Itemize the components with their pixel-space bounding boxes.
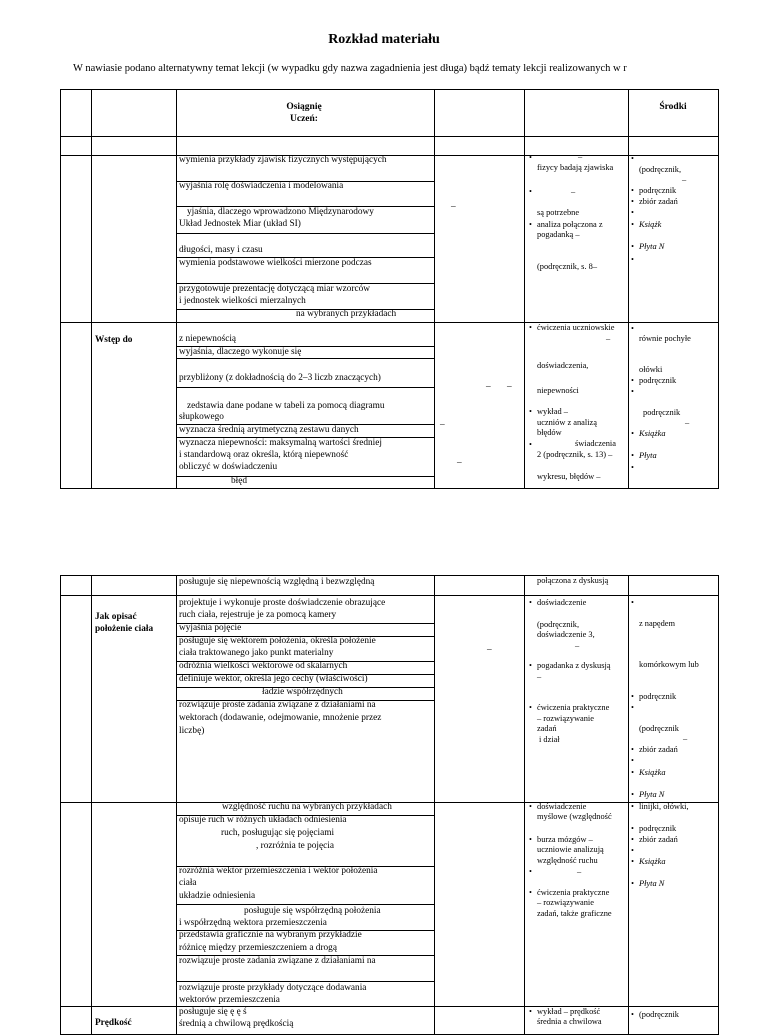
achievement-item: odróżnia wielkości wektorowe od skalarnych: [179, 661, 348, 671]
achievement-item: wektorów przemieszczenia: [179, 995, 280, 1005]
method-item: są potrzebne: [537, 208, 580, 217]
achievement-item: różnicę między przemieszczeniem a drogą: [179, 943, 337, 953]
achievement-item: liczbę): [179, 726, 205, 736]
achievement-item: rozwiązuje proste zadania związane z działaniami na: [179, 700, 376, 710]
resource-item: (podręcznik,: [639, 165, 682, 174]
resource-item: [631, 387, 639, 397]
achievement-item: ruch, posługując się pojęciami: [221, 828, 335, 838]
achievement-item: średnią a chwilową prędkością: [179, 1019, 294, 1029]
method-item: [529, 187, 537, 197]
achievement-item: rozwiązuje proste zadania związane z działaniami na: [179, 956, 376, 966]
method-item: świadczenia: [575, 439, 616, 448]
method-item: – rozwiązywanie: [537, 714, 594, 723]
resource-item: •zbiór zadań: [631, 835, 678, 845]
resource-item: [631, 703, 639, 713]
resource-item: [631, 154, 639, 164]
achievement-item: wymienia podstawowe wielkości mierzone podczas: [179, 258, 372, 268]
resource-item: ołówki: [639, 365, 663, 374]
method-item: •wykład – prędkość: [529, 1007, 600, 1017]
resource-item: [631, 255, 639, 265]
achievement-item: słupkowego: [179, 412, 224, 422]
method-item: uczniowie analizują: [537, 845, 604, 854]
achievement-item: układzie odniesienia: [179, 891, 256, 901]
resource-item: •Książk: [631, 220, 661, 230]
resource-item: [631, 463, 639, 473]
resource-item: •Płyta N: [631, 879, 664, 889]
achievement-item: , rozróżnia te pojęcia: [256, 841, 334, 851]
topic-label: Prędkość: [95, 1018, 132, 1028]
achievement-item: wyznacza niepewności: maksymalną wartości średniej: [179, 438, 382, 448]
achievement-item: z niepewnością: [179, 334, 237, 344]
method-item: uczniów z analizą: [537, 418, 597, 427]
method-item: 2 (podręcznik, s. 13) –: [537, 450, 613, 459]
achievement-item: wektorach (dodawanie, odejmowanie, mnożenie przez: [179, 713, 382, 723]
method-item: myślowe (względność: [537, 812, 612, 821]
method-item: •burza mózgów –: [529, 835, 593, 845]
resource-item: •Płyta N: [631, 790, 664, 800]
method-item: –: [606, 334, 611, 343]
method-item: pogadanką –: [537, 230, 580, 239]
method-item: błędów: [537, 428, 562, 437]
method-item: •ćwiczenia uczniowskie: [529, 323, 614, 333]
resource-item: [631, 756, 639, 766]
resource-item: –: [683, 734, 688, 743]
method-item: [529, 153, 537, 163]
achievement-item: przedstawia graficznie na wybranym przykładzie: [179, 930, 362, 940]
achievement-item: wyjaśnia pojęcie: [179, 623, 242, 633]
achievement-item: na wybranych przykładach: [296, 309, 397, 319]
achievement-item: rozwiązuje proste przykłady dotyczące dodawania: [179, 983, 367, 993]
method-item: •pogadanka z dyskusją: [529, 661, 611, 671]
resource-item: •Książka: [631, 429, 666, 439]
resource-item: –: [685, 418, 690, 427]
method-item: –: [577, 867, 582, 876]
resource-item: [631, 598, 639, 608]
method-item: (podręcznik, s. 8–: [537, 262, 598, 271]
dash: –: [451, 202, 456, 212]
topic-label: Jak opisać: [95, 612, 137, 622]
resource-item: [631, 324, 639, 334]
dash: –: [487, 645, 492, 655]
method-item: względność ruchu: [537, 856, 598, 865]
resource-item: •podręcznik: [631, 186, 676, 196]
resource-item: •Płyta: [631, 451, 657, 461]
method-item: •ćwiczenia praktyczne: [529, 703, 609, 713]
resource-item: •linijki, ołówki,: [631, 802, 689, 812]
document-title: Rozkład materiału: [328, 32, 440, 47]
achievement-item: wyjaśnia, dlaczego wykonuje się: [179, 347, 302, 357]
method-item: zadań, także graficzne: [537, 909, 612, 918]
method-item: •analiza połączona z: [529, 220, 603, 230]
resource-item: podręcznik: [643, 408, 681, 417]
method-item: •wykład –: [529, 407, 568, 417]
method-item: •ćwiczenia praktyczne: [529, 888, 609, 898]
achievement-item: definiuje wektor, określa jego cechy (właściwości): [179, 674, 368, 684]
method-item: –: [571, 187, 576, 196]
resource-item: [631, 846, 639, 856]
achievement-item: i współrzędną wektora przemieszczenia: [179, 918, 327, 928]
achievement-item: i standardową oraz określa, którą niepewność: [179, 450, 349, 460]
method-item: [529, 867, 537, 877]
resource-item: •zbiór zadań: [631, 197, 678, 207]
method-item: doświadczenia,: [537, 361, 589, 370]
method-item: średnia a chwilowa: [537, 1017, 602, 1026]
method-item: niepewności: [537, 386, 579, 395]
method-item: –: [537, 672, 542, 681]
method-item: •doświadczenie: [529, 802, 586, 812]
header-achievements: Osiągnię Uczeń:: [286, 102, 322, 124]
achievement-item: wymienia przykłady zjawisk fizycznych występujących: [179, 155, 387, 165]
achievement-item: zedstawia dane podane w tabeli za pomocą diagramu: [187, 401, 385, 411]
achievement-item: Układ Jednostek Miar (układ SI): [179, 219, 301, 229]
achievement-item: względność ruchu na wybranych przykładach: [222, 802, 392, 812]
topic-label: Wstęp do: [95, 335, 133, 345]
achievement-item: wyznacza średnią arytmetyczną zestawu danych: [179, 425, 359, 435]
achievement-item: yjaśnia, dlaczego wprowadzono Międzynarodowy: [187, 207, 374, 217]
method-item: połączona z dyskusją: [537, 576, 609, 585]
achievement-item: projektuje i wykonuje proste doświadczenie obrazujące: [179, 598, 386, 608]
syllabus-table-1: [60, 89, 719, 489]
achievement-item: posługuje się współrzędną położenia: [244, 906, 381, 916]
achievement-item: opisuje ruch w różnych układach odniesienia: [179, 815, 347, 825]
resource-item: komórkowym lub: [639, 660, 699, 669]
method-item: zadań: [537, 724, 557, 733]
resource-item: [631, 208, 639, 218]
resource-item: •(podręcznik: [631, 1010, 679, 1020]
resource-item: •podręcznik: [631, 376, 676, 386]
dash: –: [486, 382, 491, 392]
resource-item: z napędem: [639, 619, 676, 628]
achievement-item: wyjaśnia rolę doświadczenia i modelowania: [179, 181, 344, 191]
achievement-item: przybliżony (z dokładnością do 2–3 liczb znaczących): [179, 373, 381, 383]
resource-item: •Płyta N: [631, 242, 664, 252]
method-item: i dział: [539, 735, 560, 744]
method-item: (podręcznik,: [537, 620, 580, 629]
achievement-item: błęd: [231, 476, 248, 486]
achievement-item: ruch ciała, rejestruje je za pomocą kamery: [179, 610, 337, 620]
intro-text: W nawiasie podano alternatywny temat lekcji (w wypadku gdy nazwa zagadnienia jest długa) bądź tematy lekcji realizowanych w r: [73, 63, 627, 74]
resource-item: •podręcznik: [631, 692, 676, 702]
resource-item: •Książka: [631, 768, 666, 778]
dash: –: [440, 420, 445, 430]
method-item: –: [575, 641, 580, 650]
topic-label: położenie ciała: [95, 624, 154, 634]
achievement-item: rozróżnia wektor przemieszczenia i wektor położenia: [179, 866, 378, 876]
achievement-item: ciała: [179, 878, 197, 888]
resource-item: •Książka: [631, 857, 666, 867]
resource-item: •podręcznik: [631, 824, 676, 834]
dash: –: [457, 458, 462, 468]
resource-item: (podręcznik: [639, 724, 679, 733]
method-item: wykresu, błędów –: [537, 472, 601, 481]
method-item: fizycy badają zjawiska: [537, 163, 614, 172]
achievement-item: ciała traktowanego jako punkt materialny: [179, 648, 334, 658]
dash: –: [507, 382, 512, 392]
achievement-item: i jednostek wielkości mierzalnych: [179, 296, 306, 306]
method-item: doświadczenie 3,: [537, 630, 595, 639]
header-resources: Środki: [659, 102, 687, 112]
achievement-item: posługuje się wektorem położenia, określa położenie: [179, 636, 376, 646]
resource-item: równie pochyłe: [639, 334, 691, 343]
achievement-item: długości, masy i czasu: [179, 245, 263, 255]
method-item: –: [578, 152, 583, 161]
method-item: •doświadczenie: [529, 598, 586, 608]
resource-item: –: [682, 175, 687, 184]
achievement-item: ładzie współrzędnych: [262, 687, 343, 697]
achievement-item: przygotowuje prezentację dotyczącą miar wzorców: [179, 284, 371, 294]
achievement-item: posługuje się ę ę ś: [179, 1007, 247, 1017]
resource-item: •zbiór zadań: [631, 745, 678, 755]
method-item: [529, 440, 537, 450]
achievement-item: obliczyć w doświadczeniu: [179, 462, 278, 472]
method-item: – rozwiązywanie: [537, 898, 594, 907]
achievement-item: posługuje się niepewnością względną i bezwzględną: [179, 577, 375, 587]
